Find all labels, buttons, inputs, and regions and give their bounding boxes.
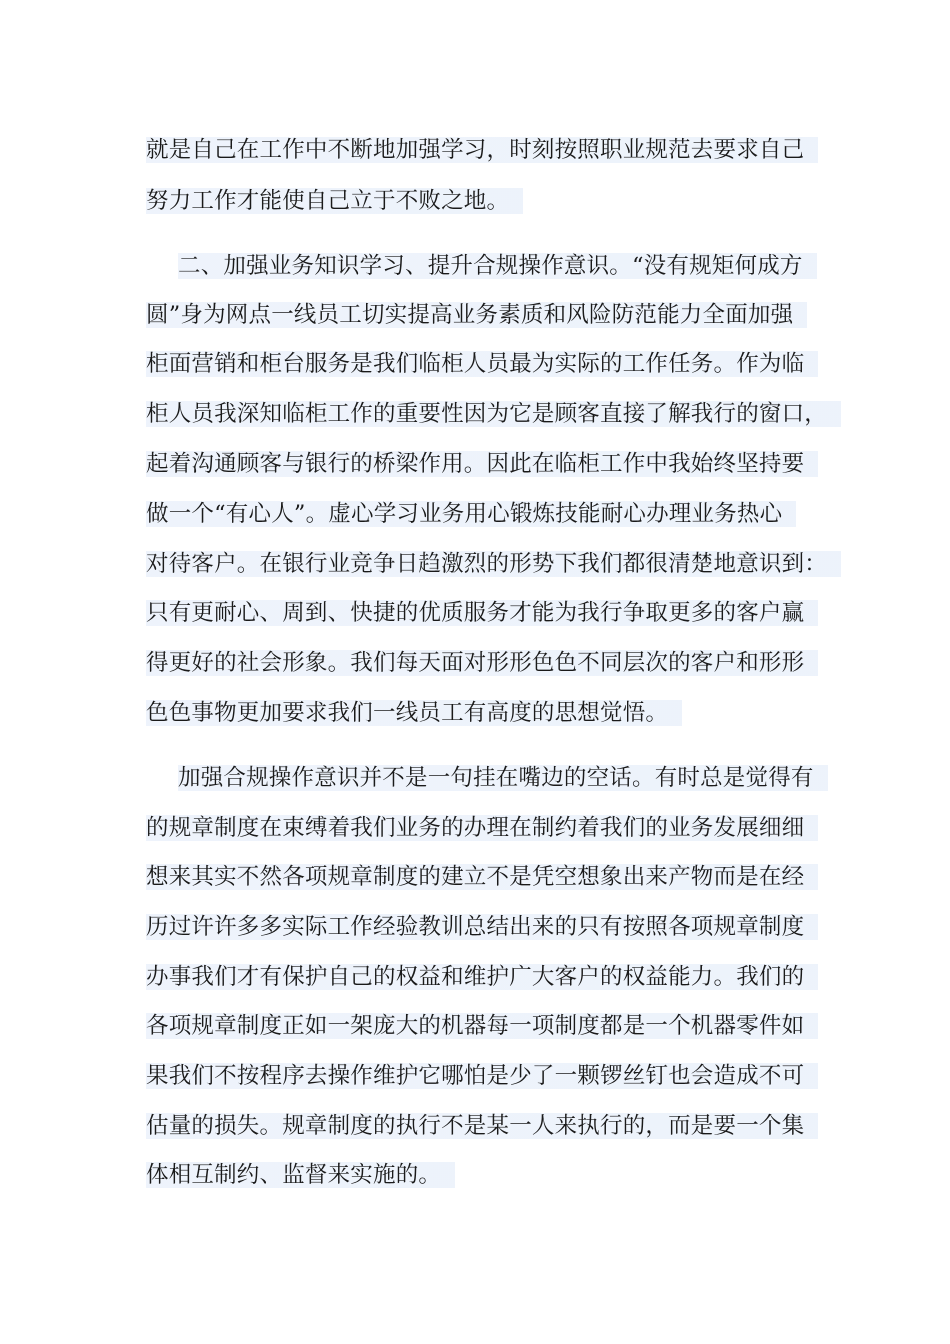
paragraph-3-line-8 bbox=[146, 1108, 818, 1144]
text-line: 二、加强业务知识学习、提升合规操作意识。“没有规矩何成方 bbox=[178, 253, 817, 279]
text-line: 就是自己在工作中不断地加强学习，时刻按照职业规范去要求自己 bbox=[146, 137, 818, 163]
paragraph-2-line-6 bbox=[146, 496, 796, 532]
paragraph-3-line-1 bbox=[178, 760, 828, 796]
paragraph-3-line-2 bbox=[146, 810, 818, 846]
paragraph-2-line-4 bbox=[146, 396, 841, 432]
text-line: 只有更耐心、周到、快捷的优质服务才能为我行争取更多的客户赢 bbox=[146, 600, 818, 626]
paragraph-1-line-1 bbox=[146, 132, 818, 168]
text-line: 各项规章制度正如一架庞大的机器每一项制度都是一个机器零件如 bbox=[146, 1013, 818, 1039]
paragraph-3-line-4 bbox=[146, 909, 818, 945]
paragraph-3-line-6 bbox=[146, 1008, 818, 1044]
text-line: 柜人员我深知临柜工作的重要性因为它是顾客直接了解我行的窗口， bbox=[146, 401, 841, 427]
paragraph-2-line-5 bbox=[146, 446, 818, 482]
text-line: 加强合规操作意识并不是一句挂在嘴边的空话。有时总是觉得有 bbox=[178, 765, 828, 791]
paragraph-2-line-7 bbox=[146, 546, 841, 582]
paragraph-2-line-8 bbox=[146, 595, 818, 631]
paragraph-1-line-2 bbox=[146, 183, 523, 219]
paragraph-3-line-9 bbox=[146, 1157, 455, 1193]
text-line: 柜面营销和柜台服务是我们临柜人员最为实际的工作任务。作为临 bbox=[146, 351, 818, 377]
paragraph-3-line-3 bbox=[146, 859, 818, 895]
text-line: 圆”身为网点一线员工切实提高业务素质和风险防范能力全面加强 bbox=[146, 302, 807, 328]
text-line: 得更好的社会形象。我们每天面对形形色色不同层次的客户和形形 bbox=[146, 650, 818, 676]
text-line: 做一个“有心人”。虚心学习业务用心锻炼技能耐心办理业务热心 bbox=[146, 501, 796, 527]
paragraph-2-line-9 bbox=[146, 645, 818, 681]
paragraph-2-line-3 bbox=[146, 346, 818, 382]
paragraph-2-line-1 bbox=[178, 248, 817, 284]
text-line: 起着沟通顾客与银行的桥梁作用。因此在临柜工作中我始终坚持要 bbox=[146, 451, 818, 477]
paragraph-2-line-10 bbox=[146, 695, 682, 731]
paragraph-2-line-2 bbox=[146, 297, 807, 333]
text-line: 的规章制度在束缚着我们业务的办理在制约着我们的业务发展细细 bbox=[146, 815, 818, 841]
text-line: 历过许许多多实际工作经验教训总结出来的只有按照各项规章制度 bbox=[146, 914, 818, 940]
paragraph-3-line-5 bbox=[146, 959, 818, 995]
text-line: 色色事物更加要求我们一线员工有高度的思想觉悟。 bbox=[146, 700, 682, 726]
text-line: 估量的损失。规章制度的执行不是某一人来执行的，而是要一个集 bbox=[146, 1113, 818, 1139]
text-line: 办事我们才有保护自己的权益和维护广大客户的权益能力。我们的 bbox=[146, 964, 818, 990]
paragraph-3-line-7 bbox=[146, 1058, 818, 1094]
text-line: 想来其实不然各项规章制度的建立不是凭空想象出来产物而是在经 bbox=[146, 864, 818, 890]
text-line: 努力工作才能使自己立于不败之地。 bbox=[146, 188, 523, 214]
text-line: 对待客户。在银行业竞争日趋激烈的形势下我们都很清楚地意识到： bbox=[146, 551, 841, 577]
text-line: 果我们不按程序去操作维护它哪怕是少了一颗锣丝钉也会造成不可 bbox=[146, 1063, 818, 1089]
text-line: 体相互制约、监督来实施的。 bbox=[146, 1162, 455, 1188]
